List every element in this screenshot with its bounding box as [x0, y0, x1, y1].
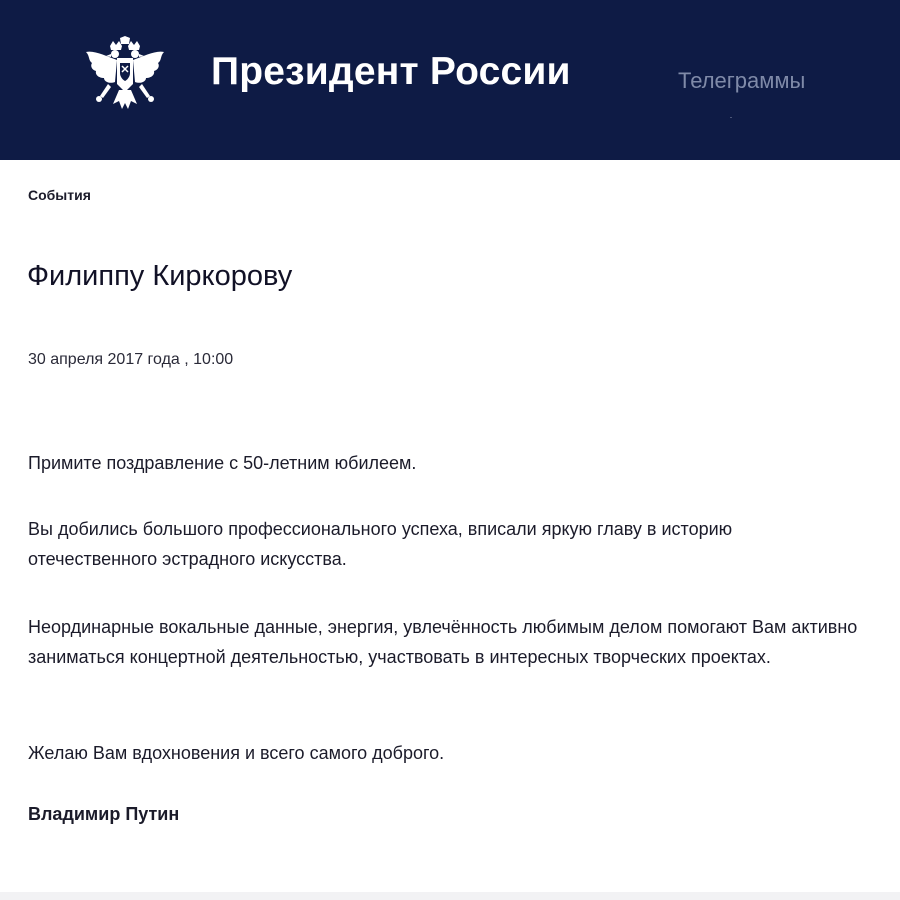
double-headed-eagle-icon[interactable]: [84, 36, 166, 118]
page-title: Филиппу Киркорову: [27, 260, 293, 292]
site-title[interactable]: Президент России: [211, 50, 571, 93]
footer-divider: [0, 892, 900, 900]
nav-indicator: [730, 117, 732, 118]
article-paragraph: Примите поздравление с 50-летним юбилеем.: [28, 453, 417, 473]
article-paragraph: Вы добились большого профессионального успеха, вписали яркую главу в историю отечественного эстрадного искусства.: [28, 519, 733, 569]
nav-link-telegrams[interactable]: Телеграммы: [678, 68, 806, 93]
site-header: [0, 0, 900, 160]
article-paragraph: Желаю Вам вдохновения и всего самого доброго.: [28, 743, 445, 763]
main-content: [0, 160, 900, 900]
signature: Владимир Путин: [28, 804, 180, 824]
breadcrumb-events[interactable]: События: [28, 187, 91, 203]
publication-date: 30 апреля 2017 года , 10:00: [28, 351, 234, 368]
article-paragraph: Неординарные вокальные данные, энергия, увлечённость любимым делом помогают Вам активно заниматься концертной деятельностью, участвовать в интересных творческих проектах.: [28, 617, 858, 667]
